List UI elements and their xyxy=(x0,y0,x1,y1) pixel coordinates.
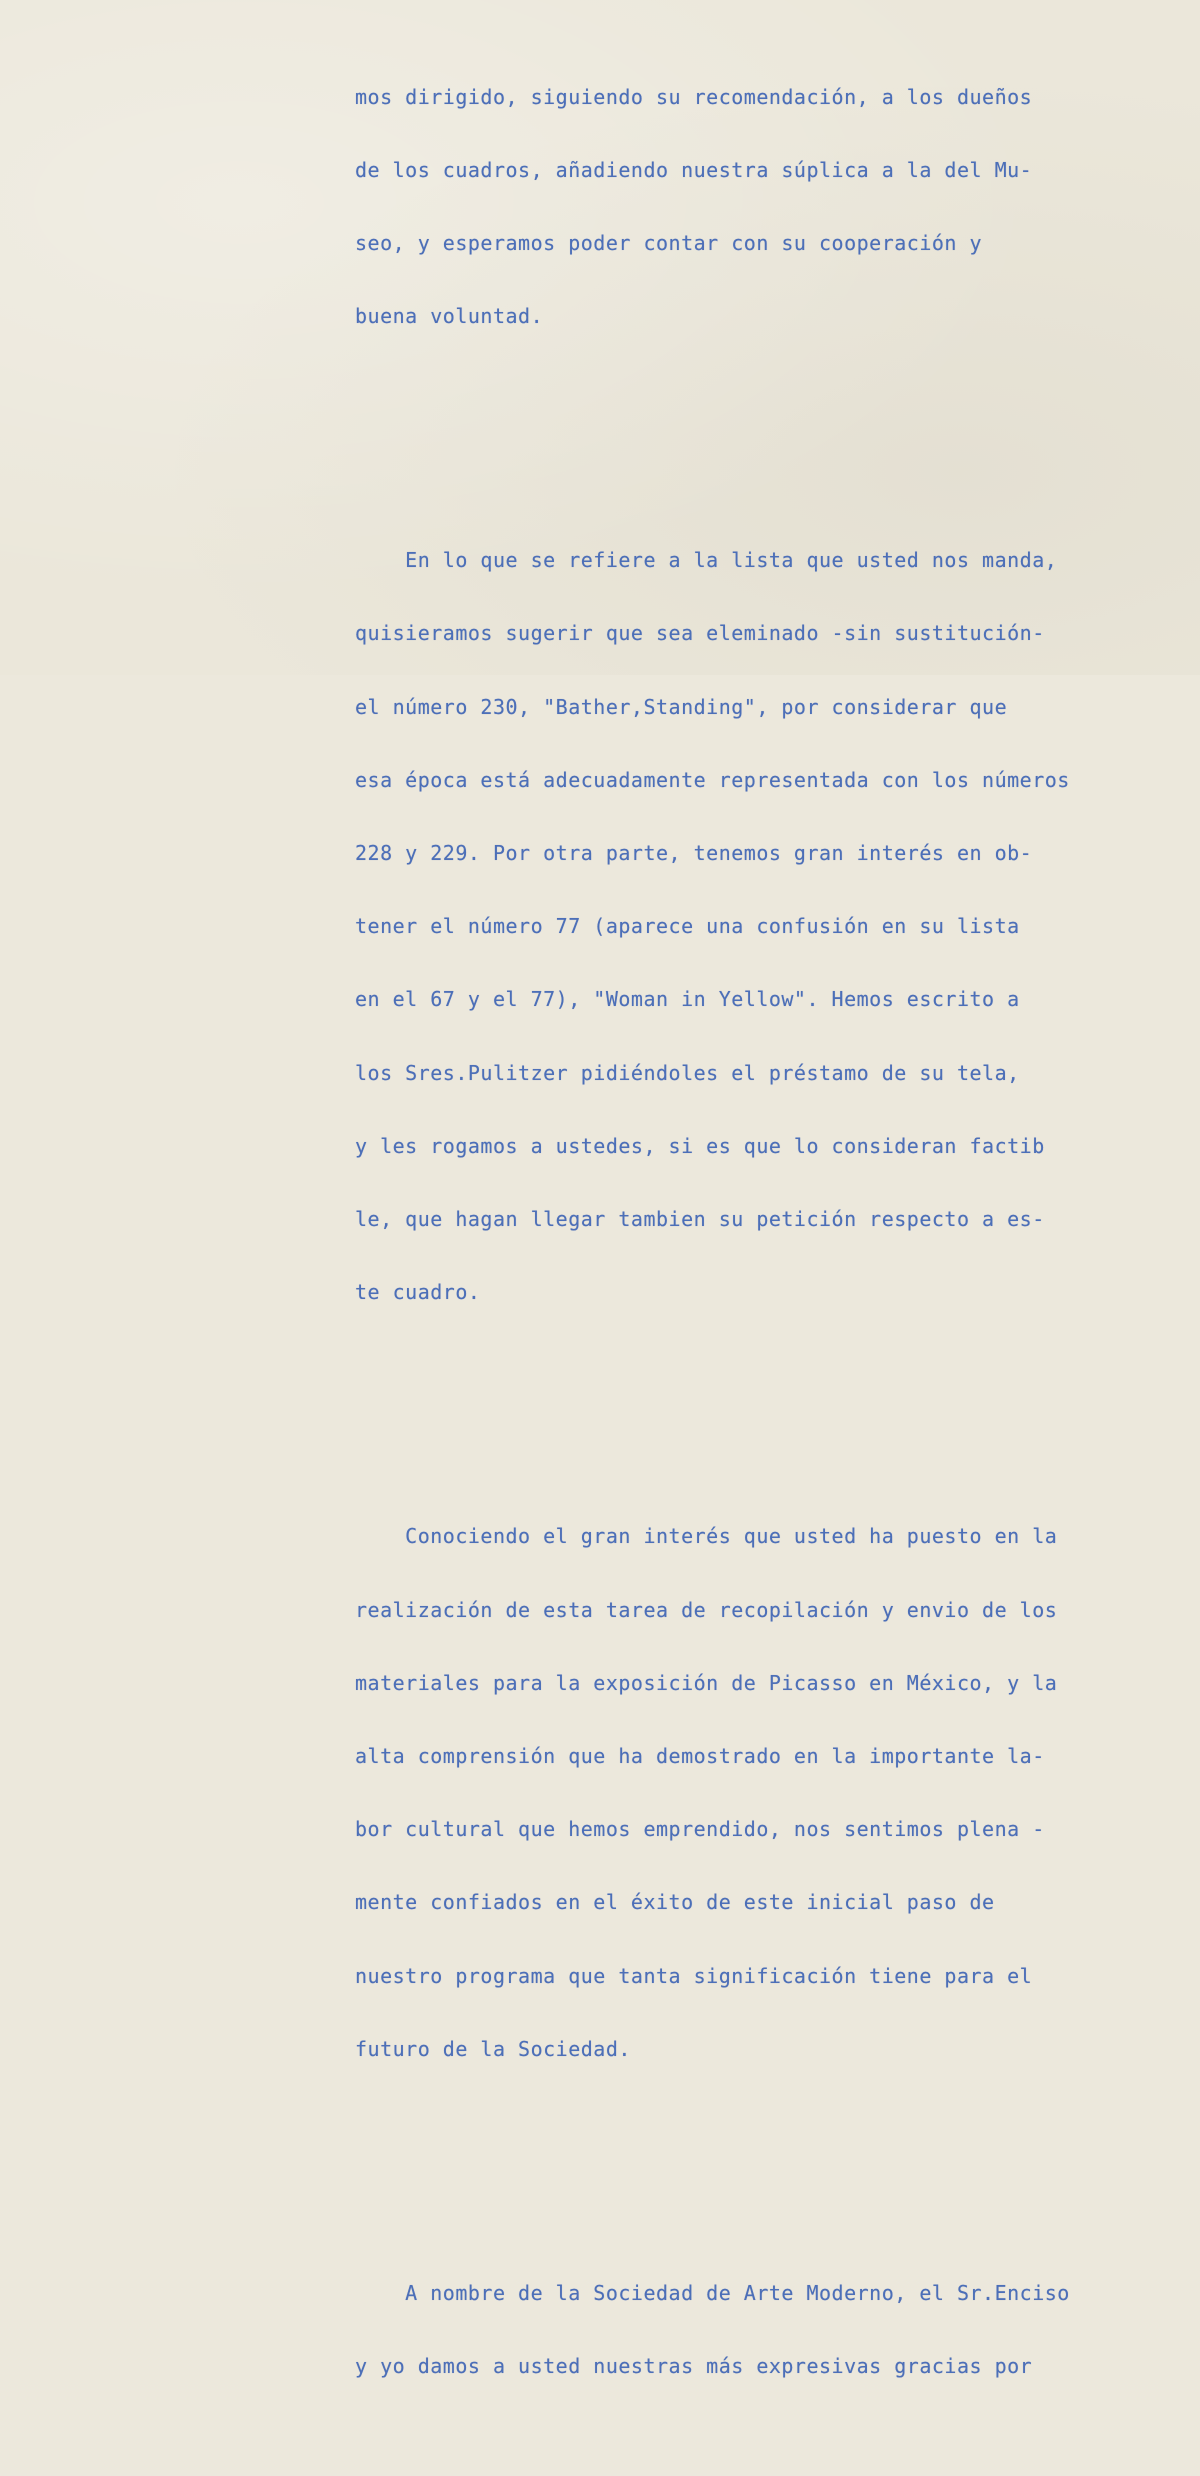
paragraph-closing-gratitude xyxy=(355,2232,1175,2427)
text-line: mos dirigido, siguiendo su recomendación, a los dueños xyxy=(355,84,1033,109)
paragraph-spacer xyxy=(355,2159,1175,2183)
text-line: buena voluntad. xyxy=(355,304,544,329)
text-line: En lo que se refiere a la lista que usted nos manda, xyxy=(355,548,1058,573)
text-line: Conociendo el gran interés que usted ha puesto en la xyxy=(355,1524,1058,1549)
text-line: alta comprensión que ha demostrado en la importante la- xyxy=(355,1743,1045,1768)
paragraph-spacer xyxy=(355,1402,1175,1426)
typed-letter-body xyxy=(355,0,1175,2476)
text-line: seo, y esperamos poder contar con su cooperación y xyxy=(355,231,983,256)
text-line: y les rogamos a ustedes, si es que lo consideran factib xyxy=(355,1133,1045,1158)
text-line: realización de esta tarea de recopilación y envio de los xyxy=(355,1597,1058,1622)
paragraph-painting-list xyxy=(355,499,1175,1353)
paragraph-spacer xyxy=(355,426,1175,450)
text-line: nuestro programa que tanta significación tiene para el xyxy=(355,1963,1033,1988)
text-line: tener el número 77 (aparece una confusión en su lista xyxy=(355,914,1020,939)
text-line: mente confiados en el éxito de este inicial paso de xyxy=(355,1890,995,1915)
text-line: de los cuadros, añadiendo nuestra súplica a la del Mu- xyxy=(355,157,1033,182)
text-line: el número 230, "Bather,Standing", por considerar que xyxy=(355,694,1008,719)
text-line: 228 y 229. Por otra parte, tenemos gran interés en ob- xyxy=(355,841,1033,866)
text-line: los Sres.Pulitzer pidiéndoles el préstamo de su tela, xyxy=(355,1060,1020,1085)
text-line: en el 67 y el 77), "Woman in Yellow". Hemos escrito a xyxy=(355,987,1020,1012)
text-line: materiales para la exposición de Picasso en México, y la xyxy=(355,1670,1058,1695)
paragraph-owners-request xyxy=(355,36,1175,378)
paragraph-exhibition-thanks xyxy=(355,1476,1175,2110)
text-line: quisieramos sugerir que sea eleminado -sin sustitución- xyxy=(355,621,1045,646)
text-line: le, que hagan llegar tambien su petición respecto a es- xyxy=(355,1207,1045,1232)
text-line: esa época está adecuadamente representada con los números xyxy=(355,767,1070,792)
text-line: bor cultural que hemos emprendido, nos sentimos plena - xyxy=(355,1817,1045,1842)
text-line: A nombre de la Sociedad de Arte Moderno, el Sr.Enciso xyxy=(355,2280,1070,2305)
text-line: futuro de la Sociedad. xyxy=(355,2036,631,2061)
text-line: y yo damos a usted nuestras más expresivas gracias por xyxy=(355,2353,1033,2378)
text-line: te cuadro. xyxy=(355,1280,481,1305)
